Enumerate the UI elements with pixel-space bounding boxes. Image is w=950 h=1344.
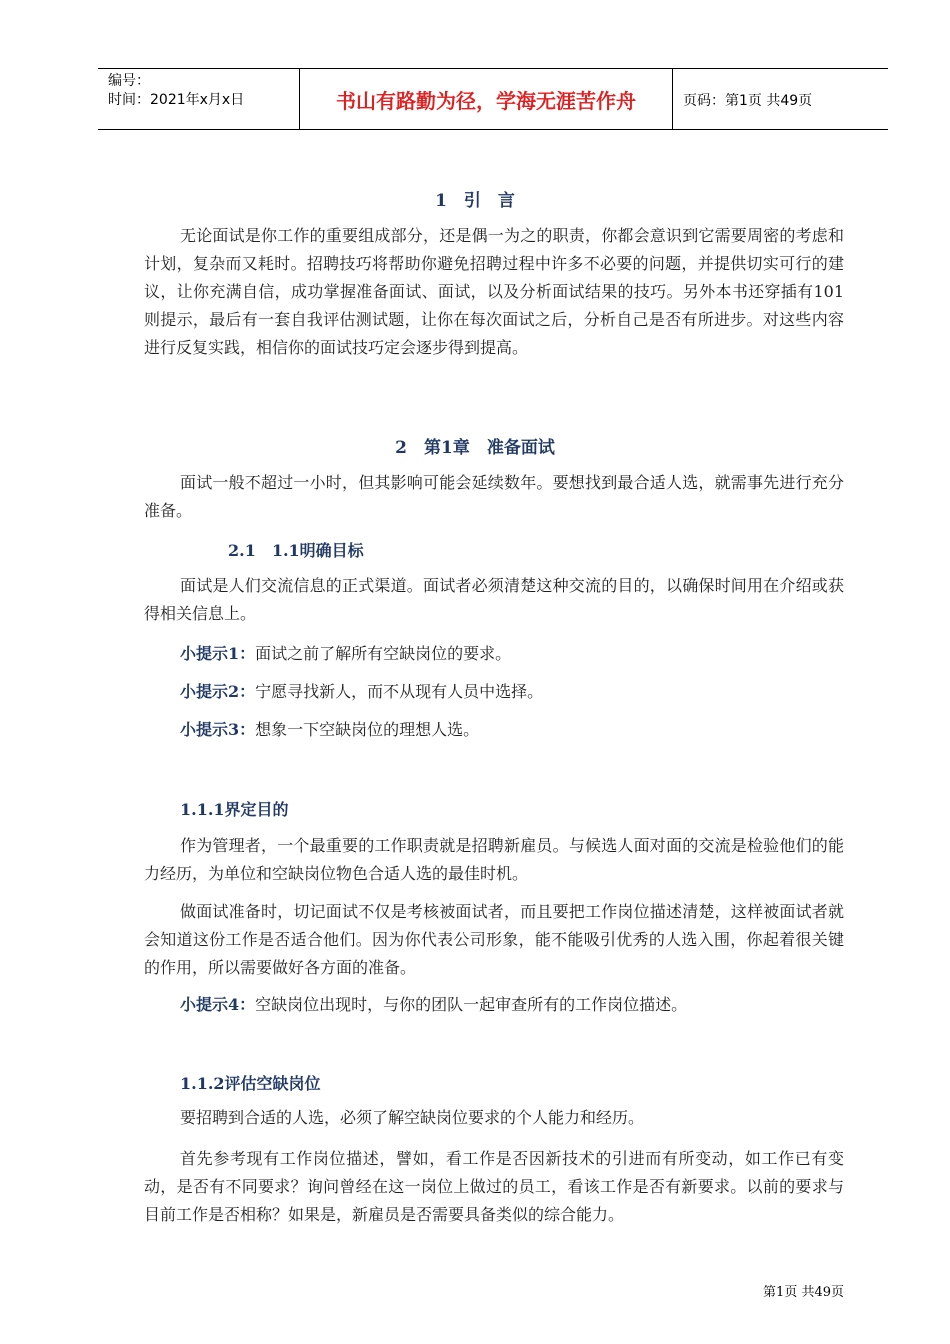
page-footer: 第1页 共49页 xyxy=(763,1285,844,1300)
section-2-1-paragraph: 面试是人们交流信息的正式渠道。面试者必须清楚这种交流的目的，以确保时间用在介绍或获得相关信息上。 xyxy=(144,576,844,623)
tip-2-text: 宁愿寻找新人，而不从现有人员中选择。 xyxy=(255,682,544,701)
section-2-paragraph: 面试一般不超过一小时，但其影响可能会延续数年。要想找到最合适人选，就需事先进行充分准备。 xyxy=(144,473,844,520)
section-2-1-heading: 2.1 1.1明确目标 xyxy=(228,541,364,560)
tip-1 xyxy=(180,640,511,668)
section-1-1-2-paragraph-2: 首先参考现有工作岗位描述，譬如，看工作是否因新技术的引进而有所变动，如工作已有变动，是否有不同要求？询问曾经在这一岗位上做过的员工，看该工作是否有新要求。以前的要求与目前工作是否相称？如果是，新雇员是否需要具备类似的综合能力。 xyxy=(144,1149,844,1224)
header-page-cell xyxy=(673,69,888,129)
header-meta-cell xyxy=(98,69,300,129)
tip-2-label: 小提示2： xyxy=(180,682,256,701)
page-header xyxy=(98,68,888,130)
tip-4 xyxy=(180,991,687,1019)
tip-4-label: 小提示4： xyxy=(180,995,256,1014)
tip-1-text: 面试之前了解所有空缺岗位的要求。 xyxy=(255,644,512,663)
tip-3 xyxy=(180,716,479,744)
header-motto: 书山有路勤为径，学海无涯苦作舟 xyxy=(336,88,636,113)
section-1-heading: 1 引 言 xyxy=(435,191,515,211)
tip-4-text: 空缺岗位出现时，与你的团队一起审查所有的工作岗位描述。 xyxy=(255,995,688,1014)
header-number-label: 编号： xyxy=(108,73,150,89)
header-time-label: 时间：2021年x月x日 xyxy=(108,92,245,108)
section-1-1-1-paragraph-2: 做面试准备时，切记面试不仅是考核被面试者，而且要把工作岗位描述清楚，这样被面试者就会知道这份工作是否适合他们。因为你代表公司形象，能不能吸引优秀的人选入围，你起着很关键的作用，所以需要做好各方面的准备。 xyxy=(144,902,844,977)
tip-1-label: 小提示1： xyxy=(180,644,256,663)
section-1-1-1-paragraph-1: 作为管理者，一个最重要的工作职责就是招聘新雇员。与候选人面对面的交流是检验他们的能力经历，为单位和空缺岗位物色合适人选的最佳时机。 xyxy=(144,836,844,883)
tip-2 xyxy=(180,678,543,706)
section-2-heading: 2 第1章 准备面试 xyxy=(395,438,555,458)
section-1-paragraph: 无论面试是你工作的重要组成部分，还是偶一为之的职责，你都会意识到它需要周密的考虑和计划，复杂而又耗时。招聘技巧将帮助你避免招聘过程中许多不必要的问题，并提供切实可行的建议，让你充满自信，成功掌握准备面试、面试，以及分析面试结果的技巧。另外本书还穿插有101则提示，最后有一套自我评估测试题，让你在每次面试之后，分析自己是否有所进步。对这些内容进行反复实践，相信你的面试技巧定会逐步得到提高。 xyxy=(144,226,844,357)
section-1-1-2-heading: 1.1.2评估空缺岗位 xyxy=(180,1074,321,1093)
section-1-1-2-paragraph-1: 要招聘到合适的人选，必须了解空缺岗位要求的个人能力和经历。 xyxy=(180,1108,645,1127)
header-motto-cell xyxy=(300,69,673,129)
header-page-info: 页码：第1页 共49页 xyxy=(683,93,813,109)
tip-3-text: 想象一下空缺岗位的理想人选。 xyxy=(255,720,480,739)
section-1-1-1-heading: 1.1.1界定目的 xyxy=(180,800,289,819)
tip-3-label: 小提示3： xyxy=(180,720,256,739)
